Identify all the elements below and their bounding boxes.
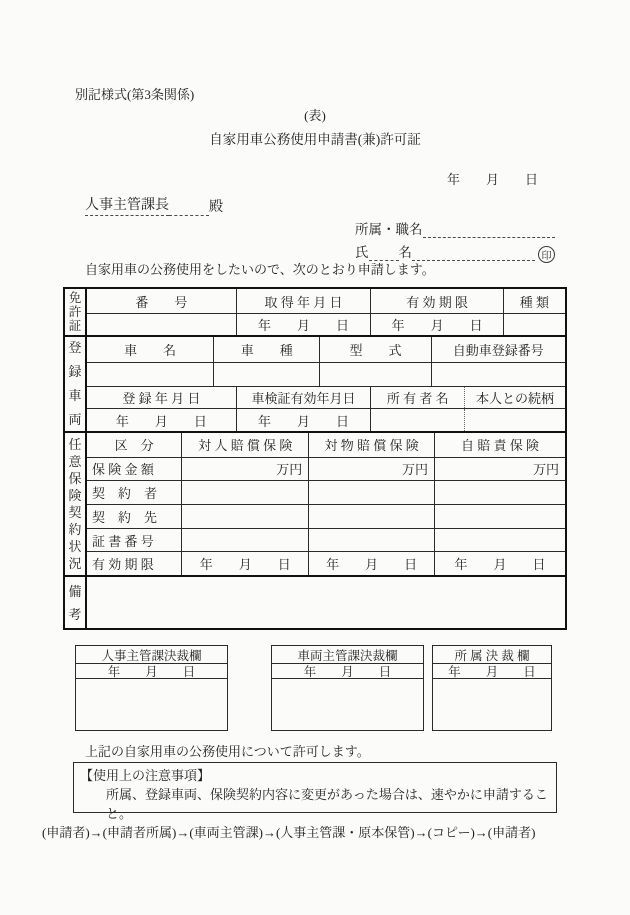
registration-date-cell: 年 月 日 [115, 413, 207, 429]
hr-approval-title: 人事主管課決裁欄 [76, 646, 227, 664]
car-model-header: 型 式 [319, 337, 430, 362]
compulsory-insurance-header: 自 賠 責 保 険 [434, 433, 565, 457]
seal-icon: 印 [538, 246, 555, 263]
affiliation-approval-title: 所 属 決 裁 欄 [433, 646, 551, 664]
property-liability-header: 対 物 賠 償 保 険 [308, 433, 434, 457]
owner-name-header: 所 有 者 名 [370, 387, 464, 409]
license-expiry-header: 有 効 期 限 [370, 289, 502, 313]
property-contractor-cell [308, 481, 434, 504]
owner-relation-cell [464, 409, 565, 431]
affiliation-approval-stamp-area [433, 679, 551, 730]
property-amount-cell: 万円 [308, 458, 434, 481]
addressee-line [85, 194, 223, 216]
remarks-cell [87, 577, 565, 628]
car-model-cell [319, 363, 430, 386]
hr-approval-box [75, 645, 228, 731]
bodily-contractor-cell [181, 481, 308, 504]
document-title: 自家用車公務使用申請書(兼)許可証 [209, 132, 421, 147]
validity-label: 有 効 期 限 [92, 557, 154, 573]
affiliation-blank [423, 214, 556, 238]
property-company-cell [308, 505, 434, 528]
name-blank [412, 237, 535, 261]
affiliation-approval-date: 年 月 日 [433, 664, 551, 679]
name-gap-blank [369, 237, 399, 261]
vehicle-dept-approval-box [271, 645, 424, 731]
bodily-liability-header: 対 人 賠 償 保 険 [181, 433, 308, 457]
license-number-header: 番 号 [135, 294, 188, 310]
license-class-header: 種 類 [503, 289, 565, 313]
insurance-company-row [87, 504, 565, 528]
vehicle-value-row-1 [87, 362, 565, 386]
license-value-row [87, 313, 565, 335]
remarks-section-label: 備考 [65, 577, 87, 628]
car-type-cell [213, 363, 319, 386]
affiliation-approval-box [432, 645, 552, 731]
notice-title: 【使用上の注意事項】 [80, 768, 211, 783]
addressee-title: 人事主管課長 [85, 194, 169, 216]
owner-relation-header: 本人との続柄 [464, 387, 565, 409]
license-class-cell [503, 314, 565, 335]
affiliation-label: 所属・職名 [355, 222, 423, 237]
notice-body: 所属、登録車両、保険契約内容に変更があった場合は、速やかに申請すること。 [106, 787, 548, 821]
routing-flow-line: (申請者)→(申請者所属)→(車両主管課)→(人事主管課・原本保管)→(コピー)→(申請者) [42, 825, 536, 840]
bodily-amount-cell: 万円 [181, 458, 308, 481]
license-acquired-header: 取 得 年 月 日 [236, 289, 371, 313]
license-section [65, 289, 565, 335]
bodily-certificate-cell [181, 529, 308, 552]
inspection-expiry-header: 車検証有効年月日 [236, 387, 371, 409]
insurance-validity-row [87, 551, 565, 575]
vehicle-dept-approval-stamp-area [272, 679, 423, 730]
compulsory-contractor-cell [434, 481, 565, 504]
vehicle-dept-approval-date: 年 月 日 [272, 664, 423, 679]
vehicle-header-row-1 [87, 337, 565, 362]
vehicle-section-label: 登録車両 [65, 337, 87, 431]
affiliation-row [355, 215, 555, 238]
insurance-certificate-row [87, 528, 565, 552]
vehicle-dept-approval-title: 車両主管課決裁欄 [272, 646, 423, 664]
company-label: 契 約 先 [92, 509, 158, 525]
name-label-first: 氏 [355, 245, 369, 260]
compulsory-certificate-cell [434, 529, 565, 552]
owner-name-cell [370, 409, 464, 431]
property-certificate-cell [308, 529, 434, 552]
name-label-last: 名 [398, 245, 412, 260]
registration-number-cell [431, 363, 565, 386]
permission-statement: 上記の自家用車の公務使用について許可します。 [85, 744, 370, 759]
registration-date-header: 登 録 年 月 日 [122, 391, 201, 407]
license-acquired-cell: 年 月 日 [236, 314, 371, 335]
hr-approval-date: 年 月 日 [76, 664, 227, 679]
bodily-validity-cell: 年 月 日 [181, 552, 308, 575]
registration-number-header: 自動車登録番号 [431, 337, 565, 362]
insurance-header-row [87, 433, 565, 457]
usage-notice-box [73, 762, 557, 821]
bodily-company-cell [181, 505, 308, 528]
vehicle-header-row-2 [87, 386, 565, 409]
car-name-cell [87, 363, 213, 386]
form-style-note: 別記様式(第3条関係) [75, 87, 195, 102]
hr-approval-stamp-area [76, 679, 227, 730]
submission-date-line: 年 月 日 [447, 172, 539, 187]
license-expiry-cell: 年 月 日 [370, 314, 502, 335]
compulsory-amount-cell: 万円 [434, 458, 565, 481]
compulsory-validity-cell: 年 月 日 [434, 552, 565, 575]
insurance-section-label: 任意保険契約状況 [65, 433, 87, 575]
addressee-name-blank [169, 197, 209, 216]
insurance-amount-label: 保 険 金 額 [92, 462, 154, 478]
insurance-category-header: 区 分 [114, 438, 154, 454]
vehicle-section [65, 335, 565, 431]
vehicle-value-row-2 [87, 408, 565, 431]
car-type-header: 車 種 [213, 337, 319, 362]
license-section-label: 免許証 [65, 289, 87, 335]
application-statement: 自家用車の公務使用をしたいので、次のとおり申請します。 [85, 262, 435, 277]
name-row [355, 238, 555, 261]
insurance-amount-row [87, 457, 565, 481]
application-table [63, 287, 567, 630]
insurance-contractor-row [87, 480, 565, 504]
certificate-number-label: 証 書 番 号 [92, 533, 154, 549]
contractor-label: 契 約 者 [92, 486, 158, 502]
front-side-label: (表) [304, 108, 326, 123]
compulsory-company-cell [434, 505, 565, 528]
remarks-section [65, 575, 565, 628]
property-validity-cell: 年 月 日 [308, 552, 434, 575]
applicant-signature-block [355, 215, 555, 261]
license-header-row [87, 289, 565, 313]
inspection-expiry-cell: 年 月 日 [236, 409, 371, 431]
license-number-cell [87, 314, 236, 335]
car-name-header: 車 名 [124, 343, 177, 359]
insurance-section [65, 431, 565, 575]
addressee-honorific: 殿 [209, 200, 223, 215]
